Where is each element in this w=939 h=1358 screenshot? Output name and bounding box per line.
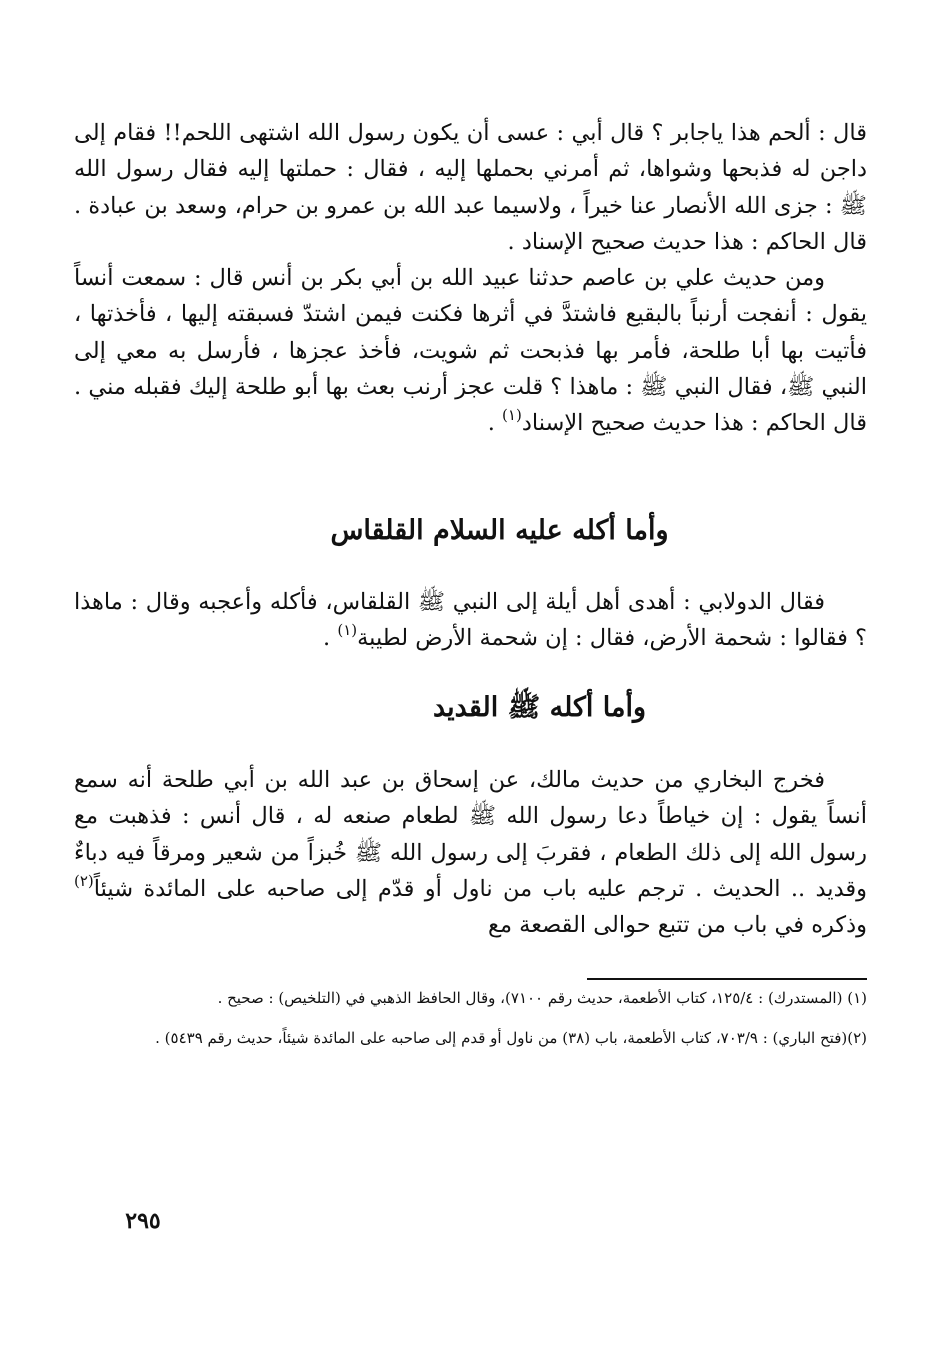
- footnote-2: (٢)(فتح الباري) : ٧٠٣/٩، كتاب الأطعمة، باب (٣٨) من ناول أو قدم إلى صاحبه على المائدة شيئاً، حديث رقم ٥٤٣٩) .: [155, 1029, 867, 1047]
- paragraph-rabbit-text: ومن حديث علي بن عاصم حدثنا عبيد الله بن أبي بكر بن أنس قال : سمعت أنساً يقول : أنفجت أرنباً بالبقيع فاشتدَّ في أثرها فكنت فيمن اشتدّ فسبقته إليها ، فأخذتها ، فأتيت بها أبا طلحة، فأمر بها فذبحت ثم شويت، فأخذ عجزها ، فأرسل به معي إلى النبي ﷺ، فقال النبي ﷺ : ماهذا ؟ قلت عجز أرنب بعث بها أبو طلحة إليك فقبله مني . قال الحاكم : هذا حديث صحيح الإسناد: [74, 265, 867, 437]
- section-heading-colocasia: وأما أكله عليه السلام القلقاس: [330, 515, 669, 546]
- paragraph-dried-meat-end: وذكره في باب من تتبع حوالى القصعة مع: [487, 912, 867, 939]
- paragraph-dried-meat-text: فخرج البخاري من حديث مالك، عن إسحاق بن عبد الله بن أبي طلحة أنه سمع أنساً يقول : إن خياطاً دعا رسول الله ﷺ لطعام صنعه له ، قال أنس : فذهبت مع رسول الله إلى ذلك الطعام ، فقربَ إلى رسول الله ﷺ خُبزاً من شعير ومرقاً فيه دباءٌ وقديد .. الحديث . ترجم عليه باب من ناول أو قدّم إلى صاحبه على المائدة شيئاً: [74, 767, 867, 902]
- paragraph-colocasia-text: فقال الدولابي : أهدى أهل أيلة إلى النبي ﷺ القلقاس، فأكله وأعجبه وقال : ماهذا ؟ فقالوا : شحمة الأرض، فقال : إن شحمة الأرض لطيبة: [74, 589, 867, 652]
- section-heading-dried-meat: وأما أكله ﷺ القديد: [432, 692, 647, 723]
- paragraph-rabbit-hadith: [74, 260, 867, 441]
- footnote-separator: [587, 978, 867, 980]
- paragraph-colocasia-end: .: [323, 625, 338, 652]
- paragraph-jabir-text: قال : ألحم هذا ياجابر ؟ قال أبي : عسى أن يكون رسول الله اشتهى اللحم!! فقام إلى داجن له فذبحها وشواها، ثم أمرني بحملها إليه ، فقال : حملتها إليه فقال رسول الله ﷺ : جزى الله الأنصار عنا خيراً ، ولاسيما عبد الله بن عمرو بن حرام، وسعد بن عبادة . قال الحاكم : هذا حديث صحيح الإسناد .: [74, 120, 867, 255]
- footnote-ref-1b[interactable]: (١): [337, 621, 358, 640]
- page-number: ٢٩٥: [125, 1208, 161, 1234]
- paragraph-rabbit-end: .: [487, 410, 503, 437]
- footnote-1: (١) (المستدرك) : ١٢٥/٤، كتاب الأطعمة، حديث رقم ٧١٠٠)، وقال الحافظ الذهبي في (التلخيص) : صحيح .: [217, 989, 867, 1007]
- footnote-ref-1[interactable]: (١): [502, 406, 522, 425]
- footnote-ref-2[interactable]: (٢): [74, 871, 94, 890]
- footnotes: [74, 984, 867, 1064]
- paragraph-dried-meat: [74, 762, 867, 943]
- paragraph-colocasia: [74, 584, 867, 657]
- paragraph-jabir-meat: [74, 115, 867, 442]
